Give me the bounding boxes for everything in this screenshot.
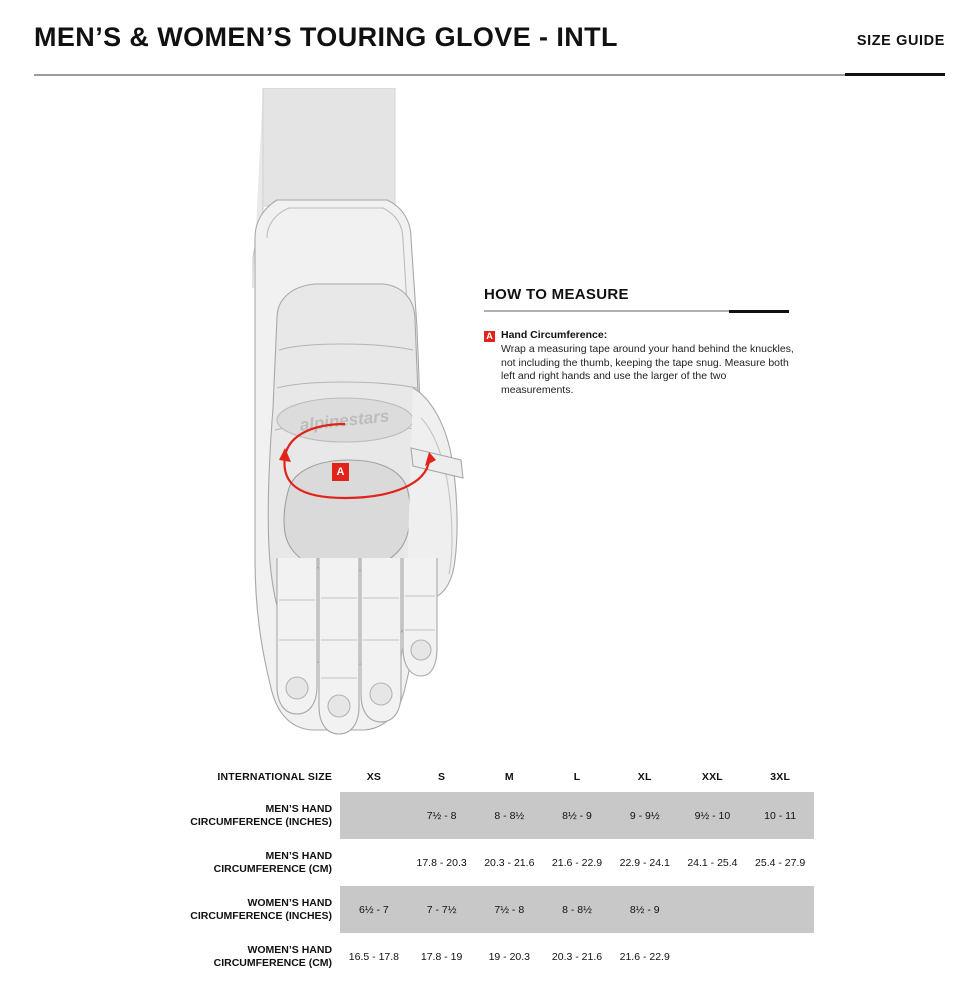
size-guide-label: SIZE GUIDE — [856, 33, 945, 49]
measure-instruction-item — [484, 329, 804, 397]
table-cell: 8½ - 9 — [611, 886, 679, 933]
table-cell: 8½ - 9 — [543, 792, 611, 839]
how-to-measure-divider-accent — [729, 310, 789, 313]
table-cell — [679, 933, 747, 980]
table-cell: 6½ - 7 — [340, 886, 408, 933]
table-row-label — [150, 933, 340, 980]
table-cell: 7½ - 8 — [475, 886, 543, 933]
size-table — [150, 762, 814, 980]
hand-circumference-badge: A — [332, 463, 349, 481]
how-to-measure-panel — [484, 286, 804, 397]
table-cell: 17.8 - 20.3 — [416, 856, 467, 869]
table-header-size: 3XL — [770, 771, 791, 783]
table-cell: 20.3 - 21.6 — [484, 856, 535, 869]
table-cell: 19 - 20.3 — [488, 950, 531, 963]
table-row-label-line1: WOMEN’S HAND — [247, 943, 333, 956]
page-header — [34, 24, 945, 51]
table-row — [150, 839, 814, 886]
table-cell — [679, 886, 747, 933]
table-row — [150, 792, 814, 839]
table-header-size: XXL — [701, 771, 723, 783]
table-cell — [340, 792, 408, 839]
header-divider-accent — [845, 73, 945, 76]
table-cell: 21.6 - 22.9 — [619, 950, 670, 963]
table-cell: 17.8 - 19 — [420, 950, 463, 963]
measure-instruction-description: Wrap a measuring tape around your hand behind the knuckles, not including the thumb, keeping the tape snug. Measure both left and right hands and use the larger of the two measurements. — [501, 343, 794, 396]
how-to-measure-title: HOW TO MEASURE — [484, 286, 629, 303]
table-row-label-line1: WOMEN’S HAND — [247, 896, 333, 909]
table-row-label-line1: MEN’S HAND — [265, 849, 333, 862]
table-cell: 22.9 - 24.1 — [619, 856, 670, 869]
table-header-row — [150, 762, 814, 792]
table-cell: 9½ - 10 — [679, 792, 747, 839]
measure-badge-a: A — [484, 331, 495, 342]
how-to-measure-divider — [484, 310, 789, 313]
table-header-size: L — [573, 771, 581, 783]
table-row-label-line2: CIRCUMFERENCE (INCHES) — [190, 815, 333, 828]
measure-instruction-text — [501, 329, 801, 397]
table-row — [150, 933, 814, 980]
table-header-size: M — [504, 771, 514, 783]
table-cell: 20.3 - 21.6 — [551, 950, 603, 963]
table-cell: 25.4 - 27.9 — [755, 856, 806, 869]
table-cell: 9 - 9½ — [611, 792, 679, 839]
table-row-label — [150, 792, 340, 839]
table-header-size: XL — [637, 771, 652, 783]
table-row-label-line1: MEN’S HAND — [265, 802, 333, 815]
measure-instruction-label: Hand Circumference: — [501, 329, 608, 341]
table-cell — [746, 933, 814, 980]
table-cell — [340, 839, 408, 886]
table-header-size: S — [437, 771, 446, 783]
table-cell: 24.1 - 25.4 — [687, 856, 738, 869]
table-cell: 10 - 11 — [746, 792, 814, 839]
table-row-label-line2: CIRCUMFERENCE (INCHES) — [190, 909, 333, 922]
table-row-label-line2: CIRCUMFERENCE (CM) — [213, 862, 333, 875]
table-cell — [746, 886, 814, 933]
page-title: MEN’S & WOMEN’S TOURING GLOVE - INTL — [34, 22, 618, 52]
table-row-label-line2: CIRCUMFERENCE (CM) — [213, 956, 333, 969]
header-divider — [34, 74, 945, 76]
table-header-size: XS — [366, 771, 382, 783]
brand-wordmark: alpinestars — [298, 406, 391, 435]
table-cell: 8 - 8½ — [475, 792, 543, 839]
table-cell: 16.5 - 17.8 — [348, 950, 399, 963]
table-cell: 7 - 7½ — [408, 886, 476, 933]
table-row-label — [150, 886, 340, 933]
table-cell: 8 - 8½ — [543, 886, 611, 933]
glove-illustration — [215, 88, 545, 738]
table-cell: 7½ - 8 — [408, 792, 476, 839]
size-table-wrap — [150, 762, 850, 980]
table-header-label: INTERNATIONAL SIZE — [217, 771, 333, 783]
table-row-label — [150, 839, 340, 886]
table-row — [150, 886, 814, 933]
size-guide-label-wrap — [857, 33, 945, 51]
table-cell: 21.6 - 22.9 — [551, 856, 603, 869]
